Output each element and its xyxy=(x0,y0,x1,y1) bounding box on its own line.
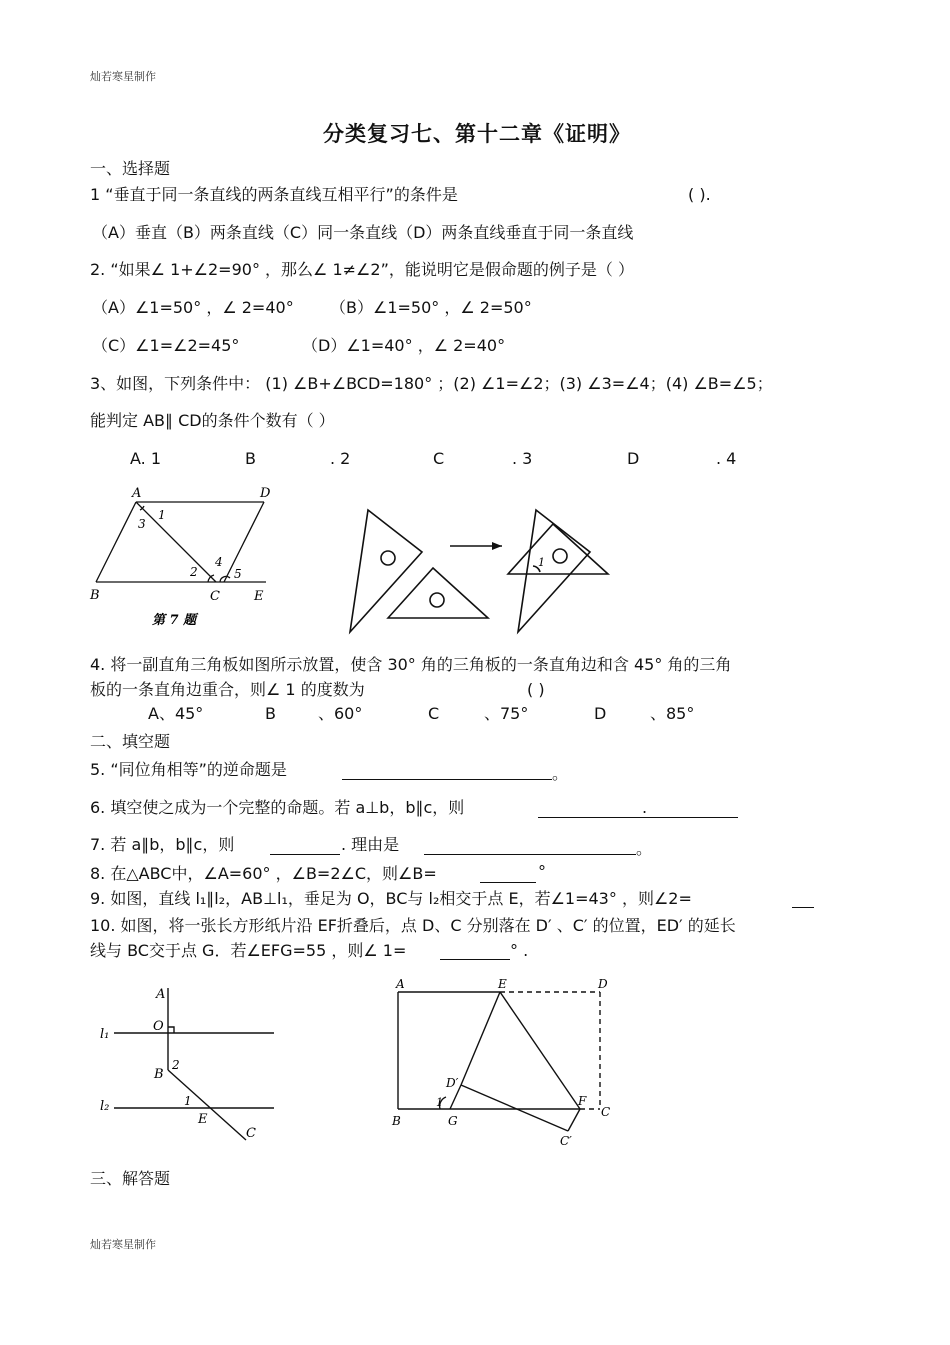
q6-text: 6. 填空使之成为一个完整的命题。若 a⊥b，b∥c，则 xyxy=(90,798,465,817)
q4-answer-paren: ( ) xyxy=(527,680,545,699)
q9-answer-blank[interactable] xyxy=(792,893,814,908)
fig9-label-o: O xyxy=(153,1019,164,1034)
q2-option-c: （C）∠1=∠2=45° xyxy=(92,336,240,355)
q3-option-d-value: . 4 xyxy=(716,449,737,468)
fig7-label-c: C xyxy=(210,589,220,604)
fig9-label-l2: l₂ xyxy=(100,1099,110,1114)
q4-option-c-value: 、75° xyxy=(484,704,529,723)
fig10-label-d-prime: D′ xyxy=(446,1076,459,1090)
q4-line1: 4. 将一副直角三角板如图所示放置，使含 30° 角的三角板的一条直角边和含 45° 角的三角 xyxy=(90,655,732,674)
q10-end: ° . xyxy=(510,941,529,960)
q4-option-d-value: 、85° xyxy=(650,704,695,723)
q6-dot: . xyxy=(642,798,648,817)
fig7-angle-4: 4 xyxy=(215,555,223,569)
q3-line1: 3、如图，下列条件中： (1) ∠B+∠BCD=180° ；(2) ∠1=∠2；(3) ∠3=∠4；(4) ∠B=∠5； xyxy=(90,374,773,393)
q7-reason-label: . 理由是 xyxy=(341,835,400,854)
q2-option-a: （A）∠1=50° ，∠ 2=40° xyxy=(92,298,294,317)
fig9-label-e: E xyxy=(198,1112,208,1127)
fig7-angle-2: 2 xyxy=(190,565,198,579)
q8-degree: ° xyxy=(538,862,546,881)
q3-option-b-value: . 2 xyxy=(330,449,351,468)
q2-stem: 2. “如果∠ 1+∠2=90° ，那么∠ 1≠∠2”，能说明它是假命题的例子是（ ） xyxy=(90,260,634,279)
fig10-angle-1: 1 xyxy=(436,1096,443,1109)
fig7-label-b: B xyxy=(90,588,100,603)
fig7-label-e: E xyxy=(254,589,264,604)
q10-answer-blank[interactable] xyxy=(440,945,510,960)
fig10-label-d: D xyxy=(598,977,608,991)
q4-line2: 板的一条直角边重合，则∠ 1 的度数为 xyxy=(90,680,365,699)
fig9-angle-1: 1 xyxy=(184,1094,192,1108)
q3-option-b-letter: B xyxy=(245,449,256,468)
fig7-angle-3: 3 xyxy=(138,517,146,531)
q7-answer-blank-1[interactable] xyxy=(270,840,340,855)
q3-option-c-value: . 3 xyxy=(512,449,533,468)
figure-q10-folded-rectangle xyxy=(388,975,620,1155)
q2-option-b: （B）∠1=50° ，∠ 2=50° xyxy=(330,298,532,317)
figure-q4-triangle-rulers xyxy=(340,500,630,640)
fig9-label-c: C xyxy=(246,1126,256,1141)
q5-end: 。 xyxy=(552,764,569,783)
q6-answer-blank[interactable] xyxy=(538,803,738,818)
fig9-label-b: B xyxy=(154,1067,164,1082)
q8-text: 8. 在△ABC中，∠A=60° ，∠B=2∠C，则∠B= xyxy=(90,864,437,883)
q1-stem: 1 “垂直于同一条直线的两条直线互相平行”的条件是 xyxy=(90,185,458,204)
q2-option-d: （D）∠1=40° ，∠ 2=40° xyxy=(302,336,506,355)
q10-line1: 10. 如图，将一张长方形纸片沿 EF折叠后，点 D、C 分别落在 D′ 、C′ 的位置，ED′ 的延长 xyxy=(90,916,736,935)
fig10-label-c-prime: C′ xyxy=(560,1134,572,1148)
fig10-label-g: G xyxy=(448,1114,458,1128)
q7-end: 。 xyxy=(636,839,653,858)
q4-option-b-value: 、60° xyxy=(318,704,363,723)
q1-options: （A）垂直（B）两条直线（C）同一条直线（D）两条直线垂直于同一条直线 xyxy=(92,223,634,242)
page-title: 分类复习七、第十二章《证明》 xyxy=(323,122,631,146)
q3-option-c-letter: C xyxy=(433,449,445,468)
fig10-label-c: C xyxy=(601,1105,611,1119)
fig10-label-a: A xyxy=(396,977,405,991)
fig-tri-angle-1: 1 xyxy=(538,556,545,569)
fig7-caption: 第 7 题 xyxy=(152,613,197,628)
fig7-label-a: A xyxy=(132,486,142,501)
q4-option-c-letter: C xyxy=(428,704,440,723)
q7-answer-blank-2[interactable] xyxy=(424,840,636,855)
q4-option-b-letter: B xyxy=(265,704,276,723)
q3-option-d-letter: D xyxy=(627,449,640,468)
section-answer-heading: 三、解答题 xyxy=(90,1169,171,1188)
section-choice-heading: 一、选择题 xyxy=(90,159,171,178)
q10-line2: 线与 BC交于点 G．若∠EFG=55 ，则∠ 1= xyxy=(90,941,407,960)
q4-option-d-letter: D xyxy=(594,704,607,723)
q5-text: 5. “同位角相等”的逆命题是 xyxy=(90,760,287,779)
fig9-label-a: A xyxy=(156,987,166,1002)
q4-option-a: A、45° xyxy=(148,704,204,723)
q8-answer-blank[interactable] xyxy=(480,868,536,883)
figure-q9-parallel-lines xyxy=(98,980,288,1150)
fig10-label-e: E xyxy=(498,977,507,991)
section-fill-heading: 二、填空题 xyxy=(90,732,171,751)
fig9-angle-2: 2 xyxy=(172,1058,180,1072)
q9-text: 9. 如图，直线 l₁∥l₂，AB⊥l₁，垂足为 O，BC与 l₂相交于点 E，若∠1=43° ，则∠2= xyxy=(90,889,692,908)
q3-line2: 能判定 AB∥ CD的条件个数有（ ） xyxy=(90,411,335,430)
fig7-label-d: D xyxy=(260,486,271,501)
q5-answer-blank[interactable] xyxy=(342,765,552,780)
page-footer: 灿若寒星制作 xyxy=(90,1238,156,1251)
q3-option-a: A. 1 xyxy=(130,449,162,468)
figure-q7-parallelogram xyxy=(88,482,288,642)
q7-text: 7. 若 a∥b，b∥c，则 xyxy=(90,835,235,854)
q1-answer-paren: ( ). xyxy=(688,185,711,204)
fig7-angle-5: 5 xyxy=(234,567,242,581)
fig7-angle-1: 1 xyxy=(158,508,166,522)
fig9-label-l1: l₁ xyxy=(100,1027,110,1042)
page-header: 灿若寒星制作 xyxy=(90,70,156,83)
fig10-label-b: B xyxy=(392,1114,401,1128)
fig10-label-f: F xyxy=(578,1094,587,1108)
